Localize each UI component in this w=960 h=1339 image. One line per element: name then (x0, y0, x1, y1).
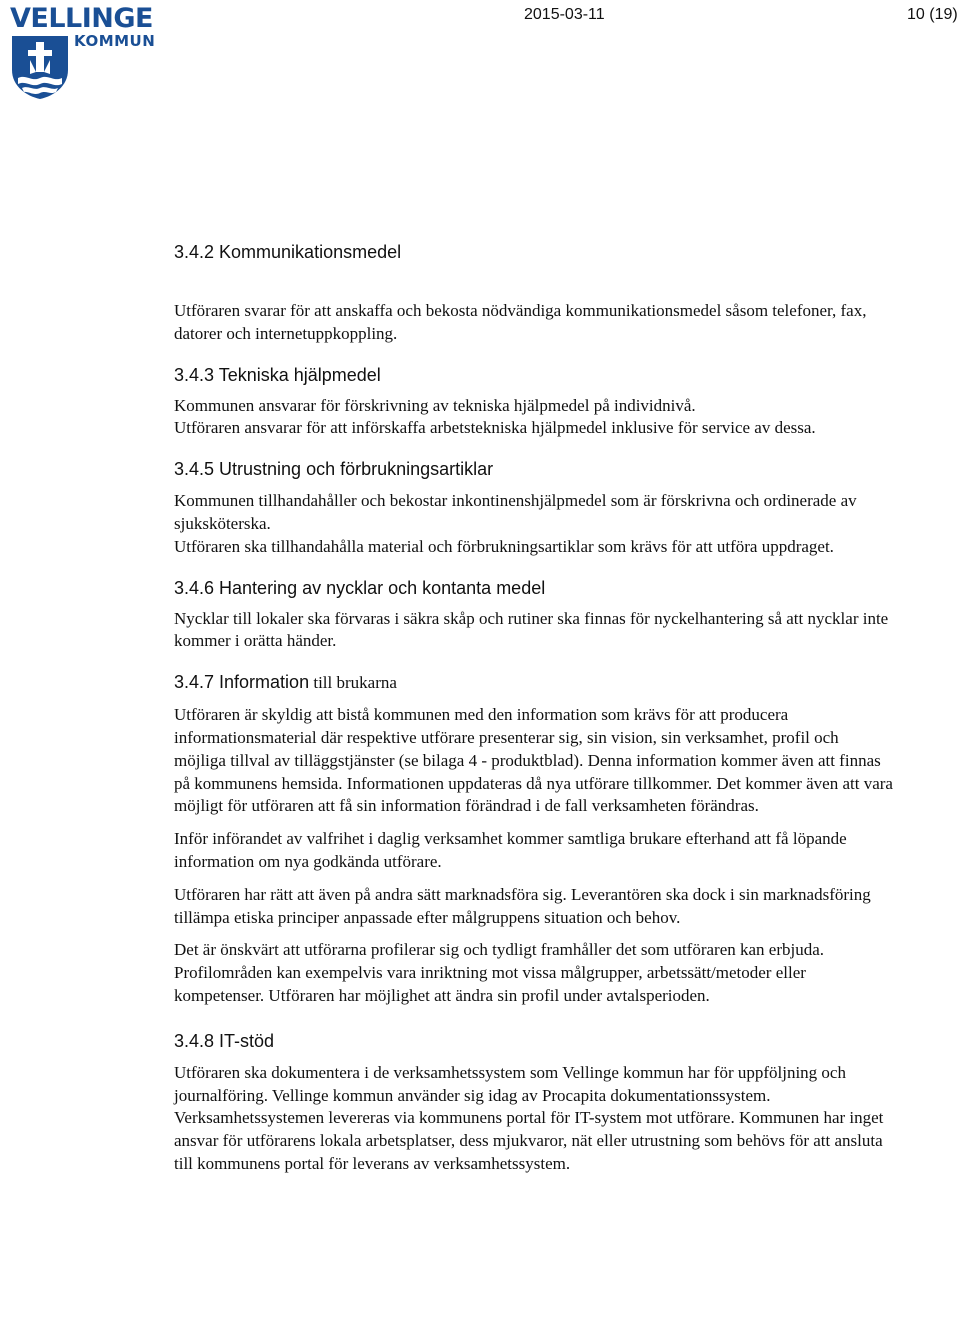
document-body (174, 240, 894, 1176)
heading-3-4-5: 3.4.5 Utrustning och förbrukningsartiklar (174, 459, 494, 480)
paragraph: Utföraren ansvarar för att införskaffa arbetstekniska hjälpmedel inklusive för service av dessa. (174, 418, 816, 438)
heading-3-4-2: 3.4.2 Kommunikationsmedel (174, 242, 402, 262)
heading-3-4-8: 3.4.8 IT-stöd (174, 1030, 275, 1051)
paragraph: Utföraren svarar för att anskaffa och bekosta nödvändiga kommunikationsmedel såsom telefoner, fax, datorer och internetuppkoppling. (174, 301, 867, 343)
page-number: 10 (19) (907, 6, 958, 23)
logo-sub: KOMMUN (74, 32, 156, 50)
heading-text-sub: till brukarna (309, 673, 397, 693)
paragraph: Det är önskvärt att utförarna profilerar sig och tydligt framhåller det som utföraren kan erbjuda. Profilområden kan exempelvis vara inriktning mot vissa målgrupper, arbetssätt/metoder eller kompetenser. Utföraren har möjlighet att ändra sin profil under avtalsperioden. (174, 940, 825, 1005)
heading-text: 3.4.7 Information (174, 672, 310, 693)
heading-text: 3.4.6 Hantering av nycklar och kontanta medel (174, 577, 546, 598)
paragraph: Kommunen ansvarar för förskrivning av tekniska hjälpmedel på individnivå. (174, 395, 696, 415)
heading-3-4-6 (174, 576, 894, 600)
paragraph: Utföraren har rätt att även på andra sätt marknadsföra sig. Leverantören ska dock i sin marknadsföring tillämpa etiska principer anpassade efter målgruppens situation och behov. (174, 884, 871, 927)
coat-of-arms-icon (10, 34, 70, 100)
heading-3-4-3: 3.4.3 Tekniska hjälpmedel (174, 364, 381, 385)
heading-3-4-7 (174, 670, 894, 695)
vellinge-logo (8, 4, 168, 100)
logo-name: VELLINGE (10, 3, 153, 34)
paragraph: Inför införandet av valfrihet i daglig verksamhet kommer samtliga brukare efterhand att få löpande information om nya godkända utförare. (174, 829, 847, 871)
paragraph: Nycklar till lokaler ska förvaras i säkra skåp och rutiner ska finnas för nyckelhantering så att nycklar inte kommer i orätta händer. (174, 608, 889, 651)
paragraph: Kommunen tillhandahåller och bekostar inkontinenshjälpmedel som är förskrivna och ordinerade av sjuksköterska. (174, 491, 857, 533)
paragraph: Utföraren ska dokumentera i de verksamhetssystem som Vellinge kommun har för uppföljning och journalföring. Vellinge kommun använder sig idag av Procapita dokumentationssystem. Verksamhetssystemen levereras via kommunens portal för IT-system mot utförare. Kommunen har inget ansvar för utförarens lokala arbetsplatser, dess mjukvaror, nät eller utrustning som behövs för att ansluta till kommunens portal för leverans av verksamhetssystem. (174, 1062, 884, 1173)
paragraph: Utföraren ska tillhandahålla material och förbrukningsartiklar som krävs för att utföra uppdraget. (174, 536, 834, 556)
document-date: 2015-03-11 (524, 6, 605, 23)
paragraph: Utföraren är skyldig att bistå kommunen med den information som krävs för att producera informationsmaterial där respektive utförare presenterar sig, sin vision, sin verksamhet, profil och möjliga tillval av tilläggstjänster (se bilaga 4 - produktblad). Denna information kommer även att finnas på kommunens hemsida. Informationen uppdateras då nya utförare tillkommer. Det kommer även att vara möjligt för utföraren att få sin information förändrad i de fall verksamheten förändras. (174, 705, 893, 816)
